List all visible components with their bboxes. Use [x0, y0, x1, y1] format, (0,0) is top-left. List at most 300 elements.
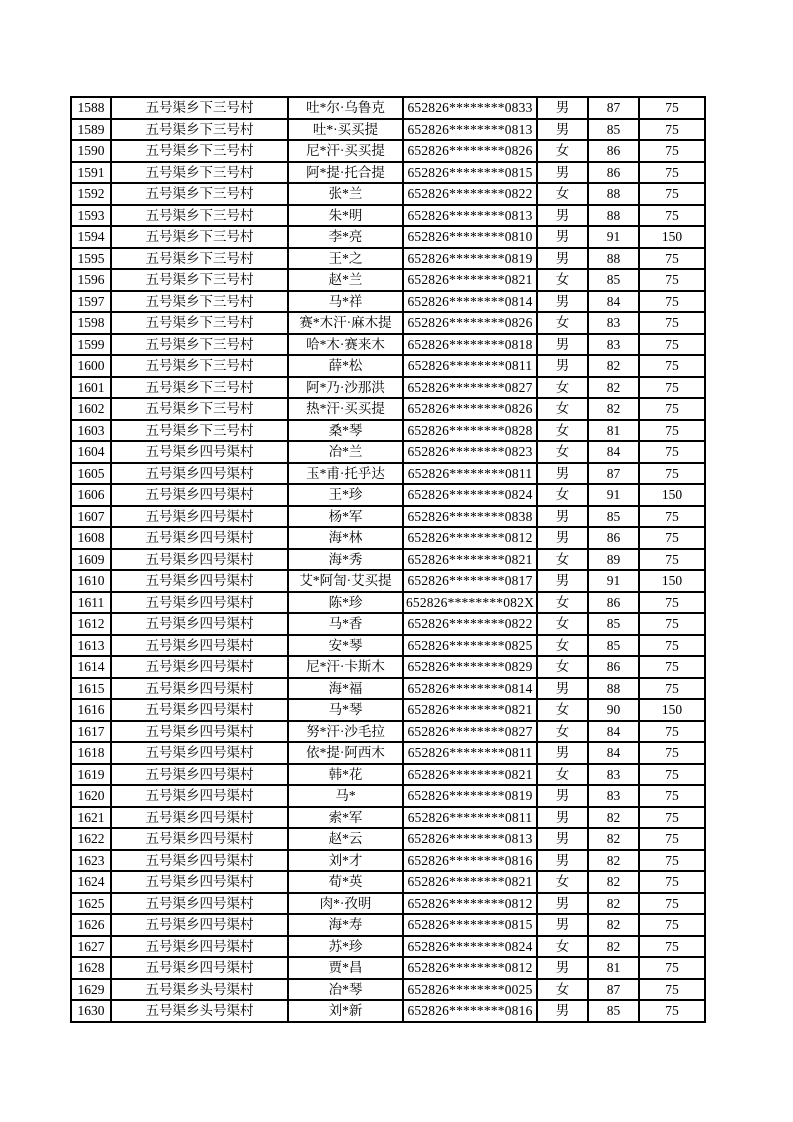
table-row [71, 463, 705, 485]
cell-serial: 1598 [71, 312, 111, 334]
cell-village: 五号渠乡四号渠村 [111, 871, 288, 893]
cell-village: 五号渠乡四号渠村 [111, 957, 288, 979]
cell-id_number: 652826********0823 [403, 441, 537, 463]
cell-serial: 1621 [71, 807, 111, 829]
cell-age: 85 [588, 506, 639, 528]
cell-id_number: 652826********0838 [403, 506, 537, 528]
cell-name: 冶*兰 [288, 441, 403, 463]
table-row [71, 334, 705, 356]
cell-age: 87 [588, 97, 639, 119]
cell-age: 83 [588, 312, 639, 334]
cell-name: 赵*兰 [288, 269, 403, 291]
cell-village: 五号渠乡四号渠村 [111, 807, 288, 829]
table-row [71, 205, 705, 227]
cell-age: 88 [588, 678, 639, 700]
cell-gender: 女 [537, 936, 588, 958]
cell-name: 韩*花 [288, 764, 403, 786]
cell-gender: 女 [537, 699, 588, 721]
cell-age: 82 [588, 936, 639, 958]
cell-village: 五号渠乡四号渠村 [111, 678, 288, 700]
cell-name: 贾*昌 [288, 957, 403, 979]
cell-gender: 女 [537, 312, 588, 334]
cell-village: 五号渠乡四号渠村 [111, 914, 288, 936]
table-row [71, 1000, 705, 1022]
cell-id_number: 652826********0810 [403, 226, 537, 248]
cell-name: 索*军 [288, 807, 403, 829]
cell-serial: 1620 [71, 785, 111, 807]
cell-age: 86 [588, 656, 639, 678]
cell-serial: 1593 [71, 205, 111, 227]
cell-amount: 75 [639, 850, 705, 872]
cell-id_number: 652826********0826 [403, 398, 537, 420]
cell-name: 朱*明 [288, 205, 403, 227]
cell-amount: 75 [639, 119, 705, 141]
cell-id_number: 652826********0811 [403, 355, 537, 377]
cell-name: 荀*英 [288, 871, 403, 893]
cell-name: 马* [288, 785, 403, 807]
cell-serial: 1624 [71, 871, 111, 893]
cell-amount: 75 [639, 97, 705, 119]
cell-name: 哈*木·赛来木 [288, 334, 403, 356]
cell-serial: 1588 [71, 97, 111, 119]
table-row [71, 291, 705, 313]
cell-age: 91 [588, 570, 639, 592]
cell-name: 海*寿 [288, 914, 403, 936]
cell-id_number: 652826********0822 [403, 183, 537, 205]
cell-id_number: 652826********0826 [403, 140, 537, 162]
cell-serial: 1604 [71, 441, 111, 463]
cell-serial: 1610 [71, 570, 111, 592]
cell-village: 五号渠乡下三号村 [111, 312, 288, 334]
cell-age: 82 [588, 355, 639, 377]
cell-serial: 1623 [71, 850, 111, 872]
cell-amount: 75 [639, 914, 705, 936]
cell-name: 李*亮 [288, 226, 403, 248]
cell-amount: 75 [639, 979, 705, 1001]
table-row [71, 979, 705, 1001]
cell-gender: 女 [537, 871, 588, 893]
cell-name: 安*琴 [288, 635, 403, 657]
cell-gender: 男 [537, 807, 588, 829]
cell-serial: 1605 [71, 463, 111, 485]
cell-gender: 女 [537, 398, 588, 420]
cell-serial: 1616 [71, 699, 111, 721]
cell-gender: 男 [537, 914, 588, 936]
cell-name: 薛*松 [288, 355, 403, 377]
cell-gender: 女 [537, 377, 588, 399]
cell-id_number: 652826********0819 [403, 785, 537, 807]
cell-age: 90 [588, 699, 639, 721]
cell-name: 艾*阿訇·艾买提 [288, 570, 403, 592]
table-row [71, 97, 705, 119]
cell-age: 85 [588, 613, 639, 635]
cell-village: 五号渠乡下三号村 [111, 269, 288, 291]
cell-gender: 女 [537, 183, 588, 205]
cell-serial: 1590 [71, 140, 111, 162]
cell-amount: 150 [639, 570, 705, 592]
cell-id_number: 652826********0817 [403, 570, 537, 592]
cell-name: 马*琴 [288, 699, 403, 721]
cell-id_number: 652826********0825 [403, 635, 537, 657]
cell-serial: 1602 [71, 398, 111, 420]
cell-gender: 男 [537, 334, 588, 356]
cell-age: 91 [588, 484, 639, 506]
table-row [71, 312, 705, 334]
cell-age: 87 [588, 463, 639, 485]
cell-serial: 1606 [71, 484, 111, 506]
cell-gender: 男 [537, 742, 588, 764]
cell-id_number: 652826********0821 [403, 764, 537, 786]
cell-gender: 男 [537, 893, 588, 915]
table-row [71, 936, 705, 958]
cell-gender: 男 [537, 248, 588, 270]
cell-age: 91 [588, 226, 639, 248]
cell-id_number: 652826********0815 [403, 914, 537, 936]
cell-id_number: 652826********0812 [403, 527, 537, 549]
cell-gender: 男 [537, 506, 588, 528]
cell-serial: 1615 [71, 678, 111, 700]
cell-id_number: 652826********0812 [403, 893, 537, 915]
cell-amount: 75 [639, 420, 705, 442]
cell-gender: 女 [537, 656, 588, 678]
cell-village: 五号渠乡下三号村 [111, 291, 288, 313]
cell-amount: 75 [639, 269, 705, 291]
cell-age: 81 [588, 957, 639, 979]
cell-village: 五号渠乡四号渠村 [111, 721, 288, 743]
cell-village: 五号渠乡四号渠村 [111, 592, 288, 614]
cell-id_number: 652826********0813 [403, 205, 537, 227]
cell-id_number: 652826********0814 [403, 291, 537, 313]
cell-village: 五号渠乡下三号村 [111, 355, 288, 377]
cell-amount: 75 [639, 355, 705, 377]
cell-gender: 女 [537, 635, 588, 657]
cell-village: 五号渠乡四号渠村 [111, 549, 288, 571]
cell-id_number: 652826********0811 [403, 807, 537, 829]
cell-village: 五号渠乡四号渠村 [111, 742, 288, 764]
cell-village: 五号渠乡四号渠村 [111, 635, 288, 657]
cell-gender: 女 [537, 979, 588, 1001]
cell-amount: 75 [639, 398, 705, 420]
cell-name: 依*提·阿西木 [288, 742, 403, 764]
cell-id_number: 652826********0827 [403, 377, 537, 399]
cell-name: 阿*提·托合提 [288, 162, 403, 184]
cell-name: 冶*琴 [288, 979, 403, 1001]
cell-amount: 75 [639, 205, 705, 227]
cell-village: 五号渠乡四号渠村 [111, 893, 288, 915]
cell-gender: 男 [537, 205, 588, 227]
cell-name: 阿*乃·沙那洪 [288, 377, 403, 399]
cell-id_number: 652826********0815 [403, 162, 537, 184]
table-row [71, 162, 705, 184]
cell-amount: 75 [639, 635, 705, 657]
beneficiary-table [70, 96, 706, 1023]
cell-village: 五号渠乡下三号村 [111, 248, 288, 270]
cell-serial: 1594 [71, 226, 111, 248]
cell-gender: 男 [537, 1000, 588, 1022]
cell-age: 89 [588, 549, 639, 571]
cell-age: 82 [588, 850, 639, 872]
cell-village: 五号渠乡四号渠村 [111, 506, 288, 528]
cell-gender: 男 [537, 162, 588, 184]
table-row [71, 355, 705, 377]
cell-gender: 男 [537, 828, 588, 850]
cell-name: 陈*珍 [288, 592, 403, 614]
table-row [71, 764, 705, 786]
cell-name: 玉*甫·托乎达 [288, 463, 403, 485]
cell-amount: 75 [639, 377, 705, 399]
cell-amount: 75 [639, 592, 705, 614]
cell-amount: 75 [639, 807, 705, 829]
cell-age: 82 [588, 828, 639, 850]
cell-village: 五号渠乡四号渠村 [111, 570, 288, 592]
table-row [71, 656, 705, 678]
cell-age: 88 [588, 248, 639, 270]
table-row [71, 140, 705, 162]
table-row [71, 377, 705, 399]
cell-amount: 75 [639, 291, 705, 313]
table-row [71, 914, 705, 936]
cell-name: 赛*木汗·麻木提 [288, 312, 403, 334]
cell-serial: 1599 [71, 334, 111, 356]
cell-serial: 1614 [71, 656, 111, 678]
cell-age: 83 [588, 785, 639, 807]
cell-id_number: 652826********0821 [403, 269, 537, 291]
cell-gender: 男 [537, 291, 588, 313]
table-row [71, 484, 705, 506]
cell-age: 88 [588, 183, 639, 205]
cell-village: 五号渠乡头号渠村 [111, 1000, 288, 1022]
cell-id_number: 652826********0833 [403, 97, 537, 119]
cell-age: 83 [588, 334, 639, 356]
cell-name: 尼*汗·买买提 [288, 140, 403, 162]
table-row [71, 269, 705, 291]
cell-amount: 75 [639, 1000, 705, 1022]
table-row [71, 119, 705, 141]
cell-name: 尼*汗·卡斯木 [288, 656, 403, 678]
cell-serial: 1612 [71, 613, 111, 635]
cell-id_number: 652826********0814 [403, 678, 537, 700]
cell-gender: 女 [537, 441, 588, 463]
cell-id_number: 652826********0821 [403, 699, 537, 721]
cell-gender: 男 [537, 957, 588, 979]
cell-amount: 75 [639, 549, 705, 571]
cell-gender: 女 [537, 764, 588, 786]
cell-serial: 1591 [71, 162, 111, 184]
cell-village: 五号渠乡四号渠村 [111, 613, 288, 635]
cell-village: 五号渠乡四号渠村 [111, 463, 288, 485]
cell-age: 82 [588, 377, 639, 399]
cell-id_number: 652826********0811 [403, 463, 537, 485]
cell-serial: 1618 [71, 742, 111, 764]
cell-village: 五号渠乡四号渠村 [111, 850, 288, 872]
cell-age: 86 [588, 592, 639, 614]
cell-village: 五号渠乡下三号村 [111, 377, 288, 399]
cell-name: 海*福 [288, 678, 403, 700]
cell-amount: 75 [639, 613, 705, 635]
cell-serial: 1611 [71, 592, 111, 614]
cell-serial: 1592 [71, 183, 111, 205]
cell-gender: 男 [537, 97, 588, 119]
cell-age: 87 [588, 979, 639, 1001]
cell-serial: 1628 [71, 957, 111, 979]
cell-serial: 1595 [71, 248, 111, 270]
cell-age: 84 [588, 291, 639, 313]
table-row [71, 850, 705, 872]
cell-age: 81 [588, 420, 639, 442]
table-row [71, 785, 705, 807]
cell-id_number: 652826********0818 [403, 334, 537, 356]
cell-gender: 女 [537, 721, 588, 743]
cell-age: 85 [588, 269, 639, 291]
table-row [71, 420, 705, 442]
cell-gender: 女 [537, 549, 588, 571]
cell-gender: 女 [537, 592, 588, 614]
cell-amount: 150 [639, 699, 705, 721]
cell-age: 82 [588, 893, 639, 915]
cell-amount: 150 [639, 226, 705, 248]
table-row [71, 183, 705, 205]
cell-serial: 1603 [71, 420, 111, 442]
cell-name: 马*香 [288, 613, 403, 635]
cell-amount: 150 [639, 484, 705, 506]
cell-amount: 75 [639, 656, 705, 678]
cell-village: 五号渠乡四号渠村 [111, 656, 288, 678]
table-row [71, 248, 705, 270]
cell-gender: 男 [537, 678, 588, 700]
cell-name: 杨*军 [288, 506, 403, 528]
cell-gender: 男 [537, 355, 588, 377]
cell-id_number: 652826********0025 [403, 979, 537, 1001]
table-row [71, 678, 705, 700]
cell-age: 86 [588, 140, 639, 162]
cell-serial: 1596 [71, 269, 111, 291]
table-body [71, 97, 705, 1022]
cell-village: 五号渠乡四号渠村 [111, 764, 288, 786]
cell-amount: 75 [639, 785, 705, 807]
cell-amount: 75 [639, 312, 705, 334]
table-row [71, 527, 705, 549]
cell-name: 热*汗·买买提 [288, 398, 403, 420]
cell-serial: 1608 [71, 527, 111, 549]
cell-gender: 女 [537, 269, 588, 291]
cell-id_number: 652826********0829 [403, 656, 537, 678]
cell-village: 五号渠乡下三号村 [111, 97, 288, 119]
cell-serial: 1613 [71, 635, 111, 657]
cell-village: 五号渠乡下三号村 [111, 420, 288, 442]
cell-age: 84 [588, 742, 639, 764]
cell-gender: 男 [537, 527, 588, 549]
cell-amount: 75 [639, 764, 705, 786]
cell-age: 83 [588, 764, 639, 786]
cell-amount: 75 [639, 334, 705, 356]
table-row [71, 613, 705, 635]
cell-gender: 男 [537, 463, 588, 485]
cell-serial: 1617 [71, 721, 111, 743]
cell-village: 五号渠乡下三号村 [111, 205, 288, 227]
cell-village: 五号渠乡下三号村 [111, 119, 288, 141]
cell-amount: 75 [639, 183, 705, 205]
cell-gender: 男 [537, 226, 588, 248]
cell-serial: 1601 [71, 377, 111, 399]
cell-name: 赵*云 [288, 828, 403, 850]
cell-serial: 1626 [71, 914, 111, 936]
cell-id_number: 652826********0813 [403, 119, 537, 141]
cell-age: 86 [588, 162, 639, 184]
cell-age: 84 [588, 441, 639, 463]
cell-amount: 75 [639, 162, 705, 184]
cell-amount: 75 [639, 742, 705, 764]
cell-amount: 75 [639, 936, 705, 958]
cell-name: 海*秀 [288, 549, 403, 571]
cell-village: 五号渠乡下三号村 [111, 140, 288, 162]
cell-age: 85 [588, 1000, 639, 1022]
cell-id_number: 652826********0824 [403, 484, 537, 506]
cell-age: 86 [588, 527, 639, 549]
cell-amount: 75 [639, 678, 705, 700]
cell-amount: 75 [639, 506, 705, 528]
cell-name: 努*汗·沙毛拉 [288, 721, 403, 743]
cell-id_number: 652826********0819 [403, 248, 537, 270]
table-row [71, 226, 705, 248]
cell-id_number: 652826********0827 [403, 721, 537, 743]
cell-amount: 75 [639, 828, 705, 850]
table-row [71, 549, 705, 571]
cell-name: 苏*珍 [288, 936, 403, 958]
cell-village: 五号渠乡下三号村 [111, 162, 288, 184]
cell-serial: 1597 [71, 291, 111, 313]
table-row [71, 828, 705, 850]
cell-age: 82 [588, 871, 639, 893]
table-row [71, 699, 705, 721]
table-row [71, 742, 705, 764]
cell-amount: 75 [639, 871, 705, 893]
table-row [71, 570, 705, 592]
cell-gender: 女 [537, 613, 588, 635]
cell-name: 吐*尔·乌鲁克 [288, 97, 403, 119]
cell-name: 海*林 [288, 527, 403, 549]
cell-village: 五号渠乡四号渠村 [111, 484, 288, 506]
table-row [71, 807, 705, 829]
cell-village: 五号渠乡头号渠村 [111, 979, 288, 1001]
cell-name: 王*珍 [288, 484, 403, 506]
cell-amount: 75 [639, 893, 705, 915]
cell-serial: 1627 [71, 936, 111, 958]
cell-age: 84 [588, 721, 639, 743]
cell-id_number: 652826********0813 [403, 828, 537, 850]
cell-village: 五号渠乡四号渠村 [111, 441, 288, 463]
cell-village: 五号渠乡四号渠村 [111, 828, 288, 850]
table-row [71, 506, 705, 528]
cell-name: 王*之 [288, 248, 403, 270]
cell-amount: 75 [639, 957, 705, 979]
cell-id_number: 652826********0826 [403, 312, 537, 334]
cell-gender: 女 [537, 484, 588, 506]
table-row [71, 398, 705, 420]
cell-id_number: 652826********0822 [403, 613, 537, 635]
table-row [71, 592, 705, 614]
cell-name: 刘*新 [288, 1000, 403, 1022]
cell-village: 五号渠乡四号渠村 [111, 699, 288, 721]
table-row [71, 635, 705, 657]
cell-name: 肉*·孜明 [288, 893, 403, 915]
cell-serial: 1625 [71, 893, 111, 915]
cell-name: 刘*才 [288, 850, 403, 872]
cell-village: 五号渠乡四号渠村 [111, 527, 288, 549]
table-row [71, 721, 705, 743]
cell-amount: 75 [639, 721, 705, 743]
cell-id_number: 652826********0811 [403, 742, 537, 764]
cell-id_number: 652826********0816 [403, 850, 537, 872]
